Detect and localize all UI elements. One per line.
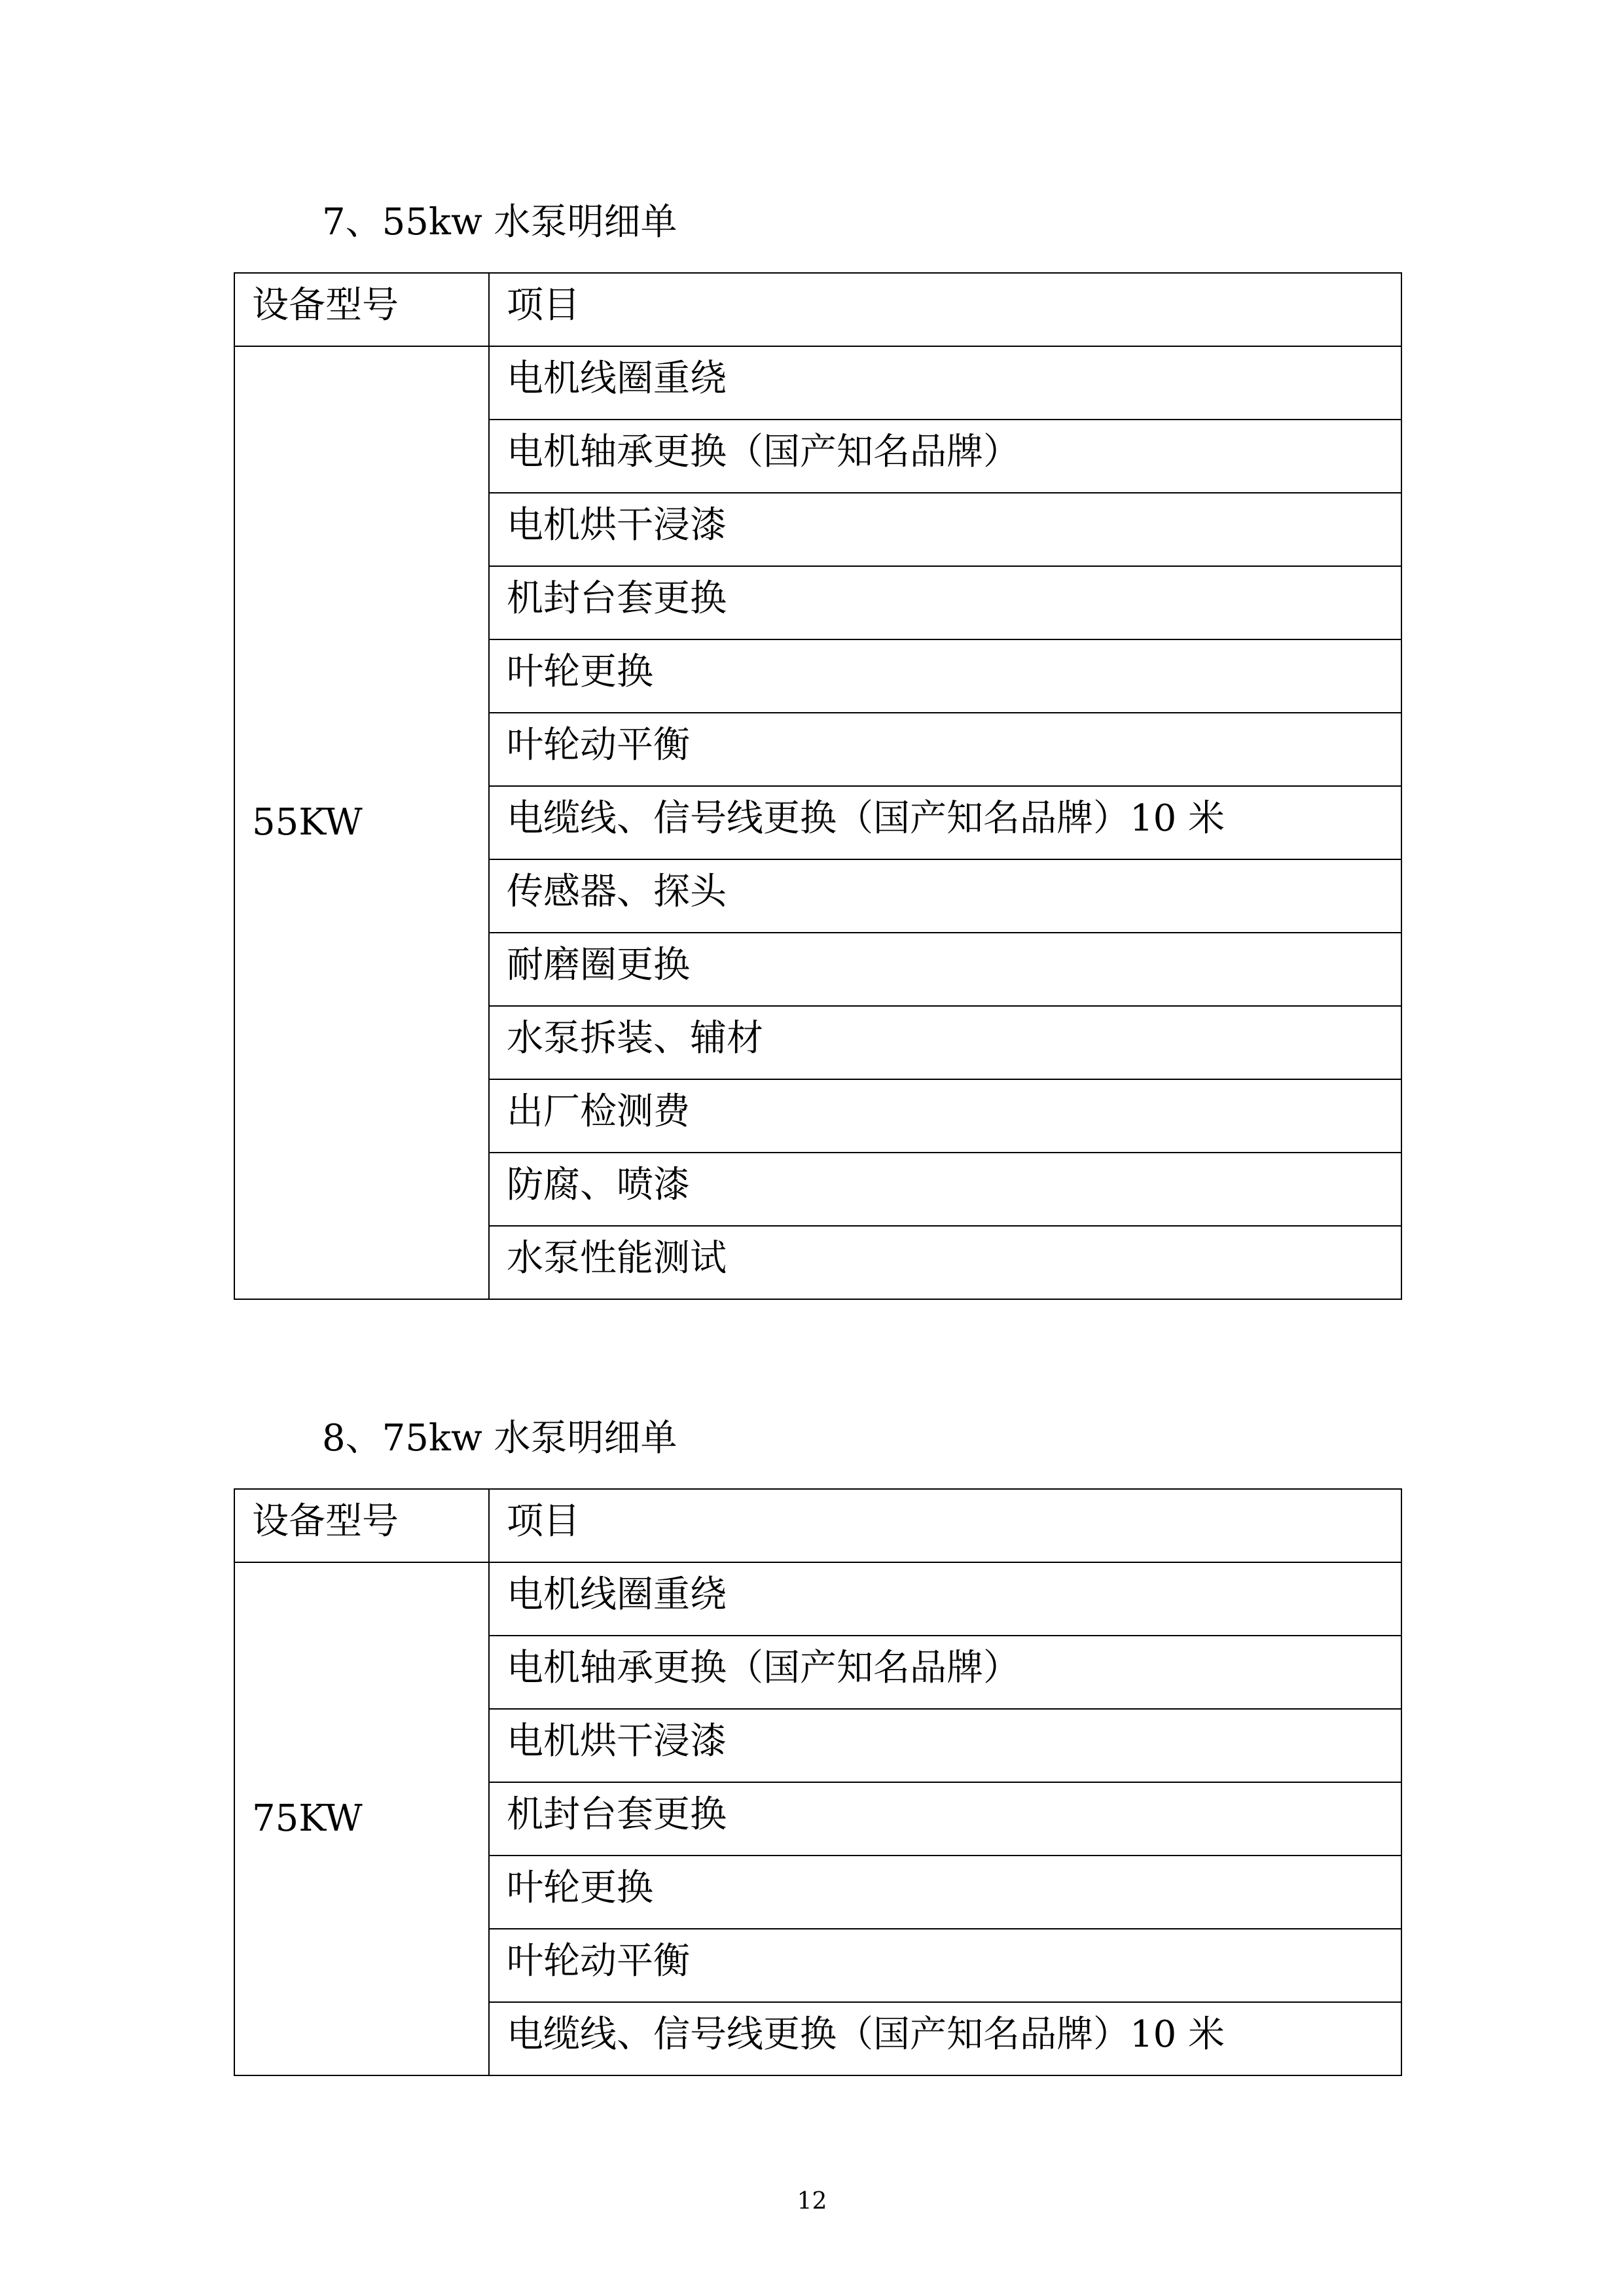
item-cell: 机封台套更换 [489,566,1401,639]
item-cell: 水泵拆装、辅材 [489,1006,1401,1079]
item-cell: 电机烘干浸漆 [489,1709,1401,1782]
item-cell: 传感器、探头 [489,859,1401,933]
item-cell: 电机轴承更换（国产知名品牌） [489,420,1401,493]
header-item: 项目 [489,273,1401,346]
table-header-row [234,273,1401,346]
item-cell: 叶轮更换 [489,1856,1401,1929]
item-cell: 电缆线、信号线更换（国产知名品牌）10 米 [489,786,1401,859]
item-cell: 防腐、喷漆 [489,1153,1401,1226]
item-cell: 出厂检测费 [489,1079,1401,1153]
header-model: 设备型号 [234,273,489,346]
item-cell: 叶轮动平衡 [489,1929,1401,2002]
detail-table-75kw [234,1488,1402,2076]
item-cell: 机封台套更换 [489,1782,1401,1856]
detail-table-55kw [234,272,1402,1300]
item-cell: 电机轴承更换（国产知名品牌） [489,1636,1401,1709]
item-cell: 电机线圈重绕 [489,346,1401,420]
model-cell: 75KW [234,1562,489,2075]
page-number: 12 [797,2188,827,2215]
item-cell: 电缆线、信号线更换（国产知名品牌）10 米 [489,2002,1401,2075]
header-model: 设备型号 [234,1489,489,1562]
table-row [234,1562,1401,1636]
item-cell: 叶轮更换 [489,639,1401,713]
item-cell: 电机线圈重绕 [489,1562,1401,1636]
section-title: 8、75kw 水泵明细单 [322,1417,677,1460]
item-cell: 电机烘干浸漆 [489,493,1401,566]
model-cell: 55KW [234,346,489,1299]
header-item: 项目 [489,1489,1401,1562]
item-cell: 叶轮动平衡 [489,713,1401,786]
section-title: 7、55kw 水泵明细单 [322,201,677,243]
item-cell: 水泵性能测试 [489,1226,1401,1299]
table-header-row [234,1489,1401,1562]
item-cell: 耐磨圈更换 [489,933,1401,1006]
table-row [234,346,1401,420]
